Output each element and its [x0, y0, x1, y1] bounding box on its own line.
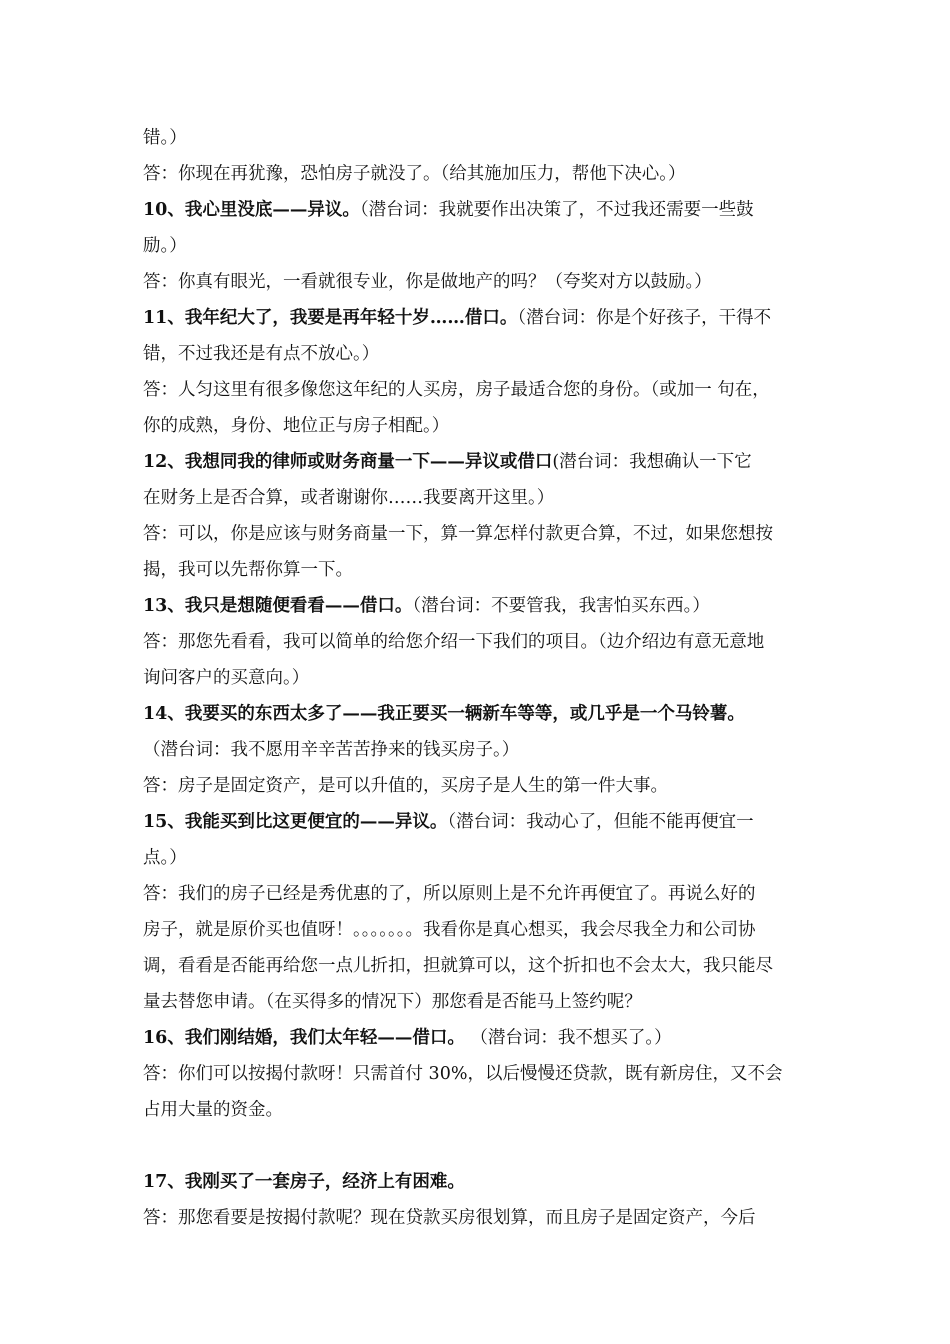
text-line: 答：你真有眼光，一看就很专业，你是做地产的吗？（夸奖对方以鼓励。） — [143, 272, 712, 292]
question-line: 15、我能买到比这更便宜的——异议。（潜台词：我动心了，但能不能再便宜一 — [143, 812, 754, 832]
text-line: （潜台词：我不愿用辛辛苦苦挣来的钱买房子。） — [143, 740, 520, 760]
text-line: 询问客户的买意向。） — [143, 668, 310, 688]
question-line: 17、我刚买了一套房子，经济上有困难。 — [143, 1172, 465, 1192]
text-line: 在财务上是否合算，或者谢谢你……我要离开这里。） — [143, 488, 555, 508]
text-line: 揭，我可以先帮你算一下。 — [143, 560, 353, 580]
text-line: 你的成熟，身份、地位正与房子相配。） — [143, 416, 450, 436]
text-line: 答：我们的房子已经是秀优惠的了，所以原则上是不允许再便宜了。再说么好的 — [143, 884, 756, 904]
question-line: 11、我年纪大了，我要是再年轻十岁……借口。（潜台词：你是个好孩子，干得不 — [143, 308, 772, 328]
text-line: 房子，就是原价买也值呀！。。。。。。。我看你是真心想买，我会尽我全力和公司协 — [143, 920, 756, 940]
text-line: 占用大量的资金。 — [143, 1100, 283, 1120]
question-line: 10、我心里没底——异议。（潜台词：我就要作出决策了，不过我还需要一些鼓 — [143, 200, 754, 220]
text-line: 励。） — [143, 236, 187, 256]
text-line: 调，看看是否能再给您一点儿折扣，担就算可以，这个折扣也不会太大，我只能尽 — [143, 956, 773, 976]
text-line: 答：那您先看看，我可以简单的给您介绍一下我们的项目。（边介绍边有意无意地 — [143, 632, 765, 652]
question-line: 12、我想同我的律师或财务商量一下——异议或借口(潜台词：我想确认一下它 — [143, 452, 752, 472]
text-line: 答：房子是固定资产，是可以升值的，买房子是人生的第一件大事。 — [143, 776, 668, 796]
text-line: 答：人匀这里有很多像您这年纪的人买房，房子最适合您的身份。（或加一 句在， — [143, 380, 770, 400]
question-line: 16、我们刚结婚，我们太年轻——借口。 （潜台词：我不想买了。） — [143, 1028, 672, 1048]
text-line: 点。） — [143, 848, 187, 868]
question-line: 14、我要买的东西太多了——我正要买一辆新车等等，或几乎是一个马铃薯。 — [143, 704, 745, 724]
text-line: 错，不过我还是有点不放心。） — [143, 344, 380, 364]
text-line: 答：你们可以按揭付款呀！只需首付 30%，以后慢慢还贷款，既有新房住，又不会 — [143, 1064, 783, 1084]
question-line: 13、我只是想随便看看——借口。（潜台词：不要管我，我害怕买东西。） — [143, 596, 710, 616]
text-line: 答：那您看要是按揭付款呢？现在贷款买房很划算，而且房子是固定资产，今后 — [143, 1208, 756, 1228]
text-line: 错。） — [143, 128, 187, 148]
text-line: 答：你现在再犹豫，恐怕房子就没了。（给其施加压力，帮他下决心。） — [143, 164, 686, 184]
text-line: 量去替您申请。（在买得多的情况下）那您看是否能马上签约呢？ — [143, 992, 642, 1012]
text-line: 答：可以，你是应该与财务商量一下，算一算怎样付款更合算，不过，如果您想按 — [143, 524, 773, 544]
